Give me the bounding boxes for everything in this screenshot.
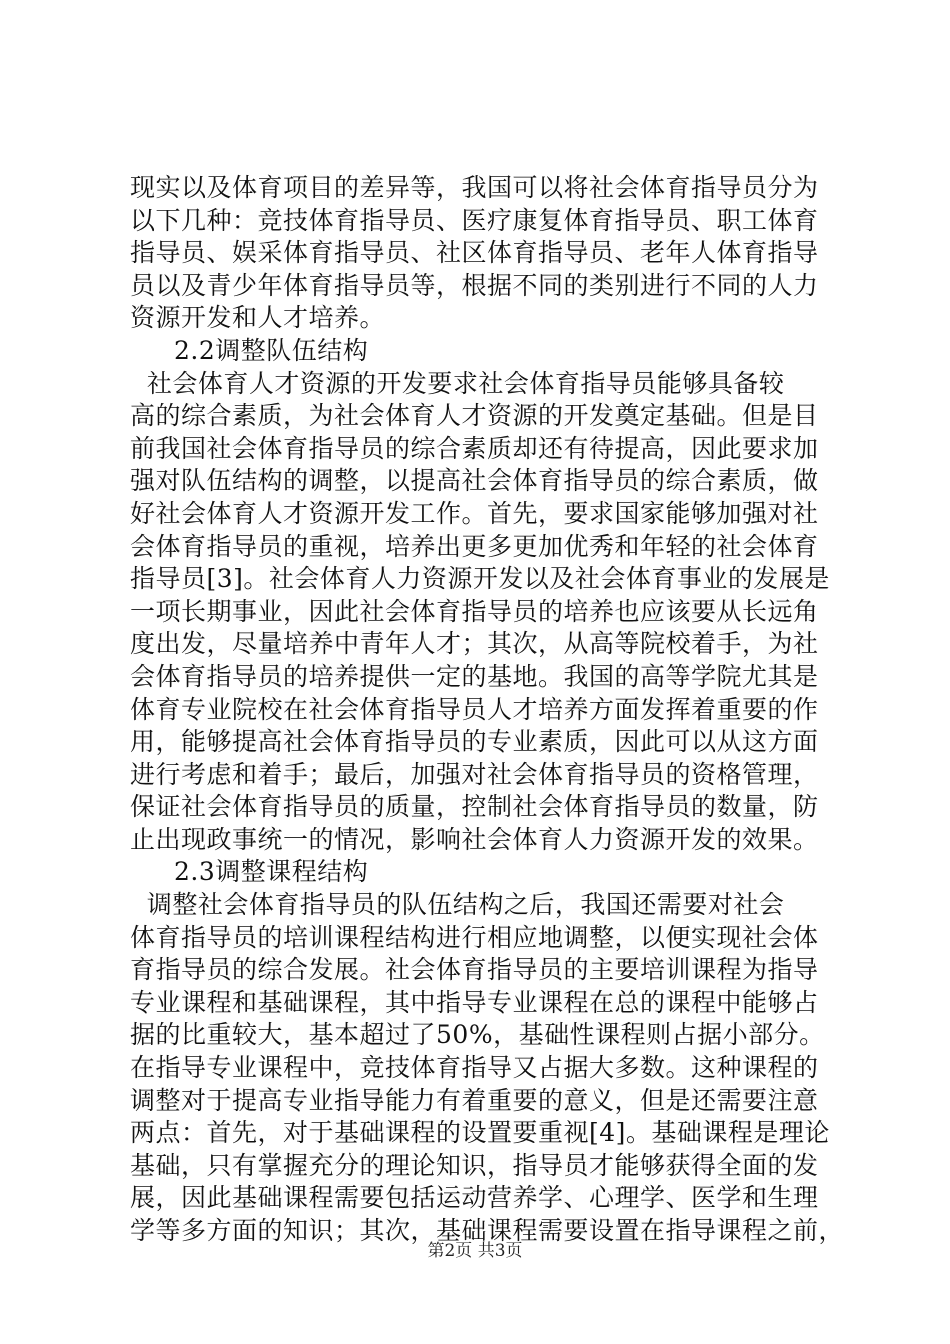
text-line: 两点：首先，对于基础课程的设置要重视[4]。基础课程是理论 bbox=[130, 1118, 830, 1148]
text-line: 社会体育人才资源的开发要求社会体育指导员能够具备较 bbox=[130, 368, 785, 398]
text-line: 学等多方面的知识；其次，基础课程需要设置在指导课程之前， bbox=[130, 1216, 845, 1245]
text-line: 据的比重较大，基本超过了50%，基础性课程则占据小部分。 bbox=[130, 1020, 825, 1050]
text-line: 会体育指导员的重视，培养出更多更加优秀和年轻的社会体育 bbox=[130, 531, 819, 561]
text-line: 进行考虑和着手；最后，加强对社会体育指导员的资格管理， bbox=[130, 759, 819, 789]
text-line: 调整社会体育指导员的队伍结构之后，我国还需要对社会 bbox=[130, 890, 785, 920]
text-line: 保证社会体育指导员的质量，控制社会体育指导员的数量，防 bbox=[130, 792, 819, 822]
text-line: 一项长期事业，因此社会体育指导员的培养也应该要从长远角 bbox=[130, 596, 819, 626]
text-line: 用，能够提高社会体育指导员的专业素质，因此可以从这方面 bbox=[130, 727, 819, 757]
text-line: 止出现政事统一的情况，影响社会体育人力资源开发的效果。 bbox=[130, 824, 819, 854]
text-line: 强对队伍结构的调整，以提高社会体育指导员的综合素质，做 bbox=[130, 466, 819, 496]
body-text bbox=[130, 172, 845, 1248]
text-line: 在指导专业课程中，竞技体育指导又占据大多数。这种课程的 bbox=[130, 1053, 819, 1083]
section-heading-2-2: 2.2调整队伍结构 bbox=[174, 335, 369, 365]
text-line: 会体育指导员的培养提供一定的基地。我国的高等学院尤其是 bbox=[130, 661, 819, 691]
text-line: 指导员[3]。社会体育人力资源开发以及社会体育事业的发展是 bbox=[130, 564, 830, 594]
text-line: 指导员、娱采体育指导员、社区体育指导员、老年人体育指导 bbox=[130, 238, 819, 268]
page-number-footer: 第2页 共3页 bbox=[427, 1241, 523, 1261]
text-line: 育指导员的综合发展。社会体育指导员的主要培训课程为指导 bbox=[130, 955, 819, 985]
text-line: 好社会体育人才资源开发工作。首先，要求国家能够加强对社 bbox=[130, 498, 819, 528]
text-line: 现实以及体育项目的差异等，我国可以将社会体育指导员分为 bbox=[130, 173, 819, 202]
text-line: 前我国社会体育指导员的综合素质却还有待提高，因此要求加 bbox=[130, 433, 819, 463]
text-line: 以下几种：竞技体育指导员、医疗康复体育指导员、职工体育 bbox=[130, 205, 819, 235]
section-heading-2-3: 2.3调整课程结构 bbox=[174, 857, 369, 887]
text-line: 基础，只有掌握充分的理论知识，指导员才能够获得全面的发 bbox=[130, 1150, 819, 1180]
text-line: 员以及青少年体育指导员等，根据不同的类别进行不同的人力 bbox=[130, 270, 819, 300]
text-line: 体育指导员的培训课程结构进行相应地调整，以便实现社会体 bbox=[130, 922, 819, 952]
text-line: 展，因此基础课程需要包括运动营养学、心理学、医学和生理 bbox=[130, 1183, 819, 1213]
text-line: 专业课程和基础课程，其中指导专业课程在总的课程中能够占 bbox=[130, 987, 819, 1017]
text-line: 高的综合素质，为社会体育人才资源的开发奠定基础。但是目 bbox=[130, 401, 819, 431]
text-line: 资源开发和人才培养。 bbox=[130, 303, 386, 333]
text-line: 调整对于提高专业指导能力有着重要的意义，但是还需要注意 bbox=[130, 1085, 819, 1115]
text-line: 度出发，尽量培养中青年人才；其次，从高等院校着手，为社 bbox=[130, 629, 819, 659]
text-line: 体育专业院校在社会体育指导员人才培养方面发挥着重要的作 bbox=[130, 694, 819, 724]
